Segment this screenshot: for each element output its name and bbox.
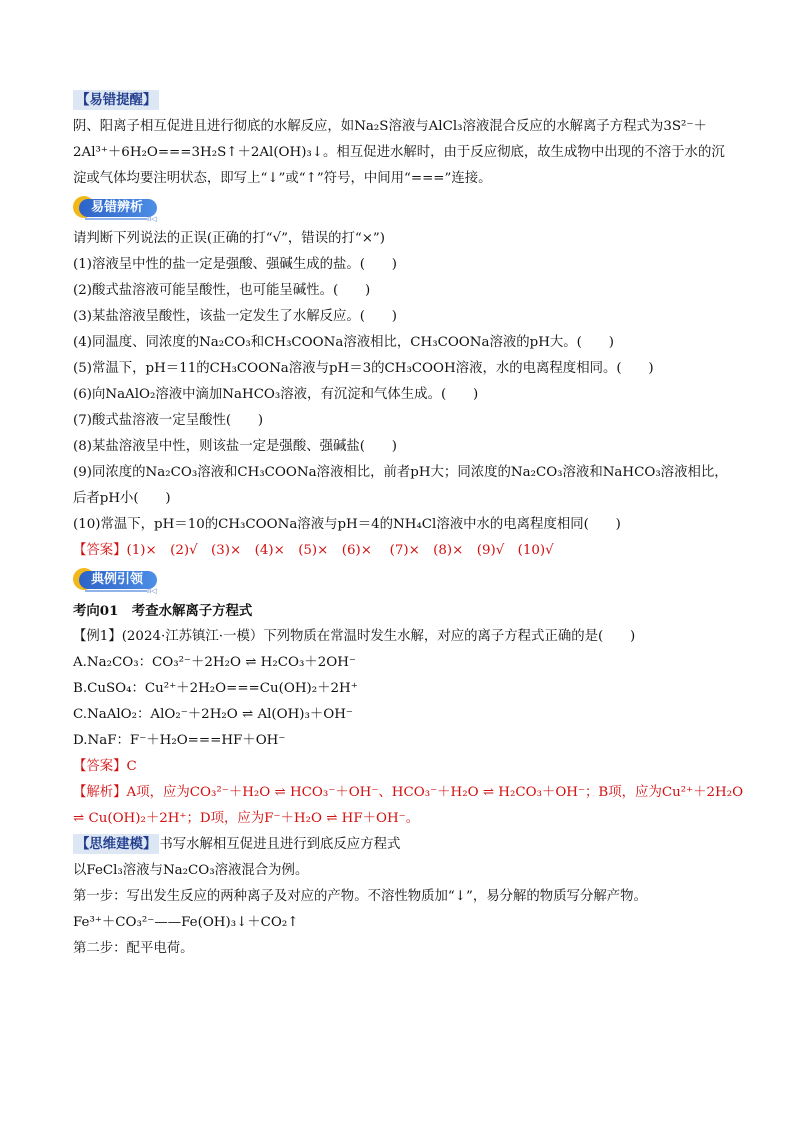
quiz-item: (1)溶液呈中性的盐一定是强酸、强碱生成的盐。( ) bbox=[73, 257, 398, 272]
tip-line: 阴、阳离子相互促进且进行彻底的水解反应，如Na₂S溶液与AlCl₃溶液混合反应的水解离子方程式为3S²⁻＋ bbox=[73, 119, 707, 134]
model-line: 第二步：配平电荷。 bbox=[73, 941, 194, 956]
quiz-item: (2)酸式盐溶液可能呈酸性，也可能呈碱性。( ) bbox=[73, 283, 371, 298]
banner-mark-icon: II◁ bbox=[147, 215, 157, 223]
banner-title: 典例引领 bbox=[91, 572, 144, 587]
quiz-intro: 请判断下列说法的正误(正确的打“√”，错误的打“×”) bbox=[73, 231, 386, 246]
error-tip-tag: 【易错提醒】 bbox=[73, 90, 159, 110]
example-question: 【例1】(2024·江苏镇江·一模）下列物质在常温时发生水解，对应的离子方程式正确的是( ) bbox=[73, 629, 636, 644]
option-d: D.NaF：F⁻＋H₂O===HF＋OH⁻ bbox=[73, 733, 286, 748]
model-line: 以FeCl₃溶液与Na₂CO₃溶液混合为例。 bbox=[73, 863, 309, 878]
tip-tag-line bbox=[73, 88, 733, 114]
analysis-line: ⇌ Cu(OH)₂＋2H⁺；D项，应为F⁻＋H₂O ⇌ HF＋OH⁻。 bbox=[73, 811, 420, 826]
banner-title: 易错辨析 bbox=[91, 200, 144, 215]
quiz-answer: 【答案】(1)× (2)√ (3)× (4)× (5)× (6)× (7)× (8)× (9)√ (10)√ bbox=[73, 543, 554, 558]
quiz-item: (7)酸式盐溶液一定呈酸性( ) bbox=[73, 413, 264, 428]
error-analysis-banner bbox=[73, 194, 733, 224]
quiz-item: (5)常温下，pH＝11的CH₃COONa溶液与pH＝3的CH₃COOH溶液，水的电离程度相同。( ) bbox=[73, 361, 654, 376]
section-heading: 考向01 考查水解离子方程式 bbox=[73, 603, 253, 619]
quiz-item: (6)向NaAlO₂溶液中滴加NaHCO₃溶液，有沉淀和气体生成。( ) bbox=[73, 387, 479, 402]
document-page bbox=[73, 88, 744, 962]
model-title: 书写水解相互促进且进行到底反应方程式 bbox=[159, 837, 401, 852]
tip-line: 2Al³⁺＋6H₂O===3H₂S↑＋2Al(OH)₃↓。相互促进水解时，由于反应彻底，故生成物中出现的不溶于水的沉 bbox=[73, 145, 725, 160]
option-c: C.NaAlO₂：AlO₂⁻＋2H₂O ⇌ Al(OH)₃＋OH⁻ bbox=[73, 707, 353, 722]
quiz-item: (8)某盐溶液呈中性，则该盐一定是强酸、强碱盐( ) bbox=[73, 439, 398, 454]
analysis-line: 【解析】A项，应为CO₃²⁻＋H₂O ⇌ HCO₃⁻＋OH⁻、HCO₃⁻＋H₂O ⇌ H₂CO₃＋OH⁻；B项，应为Cu²⁺＋2H₂O bbox=[73, 785, 744, 800]
quiz-item: (10)常温下，pH＝10的CH₃COONa溶液与pH＝4的NH₄Cl溶液中水的电离程度相同( ) bbox=[73, 517, 621, 532]
thinking-model-tag: 【思维建模】 bbox=[73, 834, 159, 854]
quiz-item: 后者pH小( ) bbox=[73, 491, 171, 506]
quiz-item: (3)某盐溶液呈酸性，该盐一定发生了水解反应。( ) bbox=[73, 309, 398, 324]
example-banner bbox=[73, 566, 733, 596]
quiz-item: (4)同温度、同浓度的Na₂CO₃和CH₃COONa溶液相比，CH₃COONa溶液的pH大。( ) bbox=[73, 335, 614, 350]
option-a: A.Na₂CO₃：CO₃²⁻＋2H₂O ⇌ H₂CO₃＋2OH⁻ bbox=[73, 655, 356, 670]
tip-line: 淀或气体均要注明状态，即写上“↓”或“↑”符号，中间用“===”连接。 bbox=[73, 171, 492, 186]
example-answer: 【答案】C bbox=[73, 759, 137, 774]
model-line: 第一步：写出发生反应的两种离子及对应的产物。不溶性物质加“↓”，易分解的物质写分解产物。 bbox=[73, 889, 647, 904]
quiz-item: (9)同浓度的Na₂CO₃溶液和CH₃COONa溶液相比，前者pH大；同浓度的Na₂CO₃溶液和NaHCO₃溶液相比， bbox=[73, 465, 728, 480]
model-title-line bbox=[73, 832, 733, 858]
banner-mark-icon: II◁ bbox=[147, 587, 157, 595]
option-b: B.CuSO₄：Cu²⁺＋2H₂O===Cu(OH)₂＋2H⁺ bbox=[73, 681, 358, 696]
model-equation: Fe³⁺＋CO₃²⁻——Fe(OH)₃↓＋CO₂↑ bbox=[73, 915, 299, 930]
